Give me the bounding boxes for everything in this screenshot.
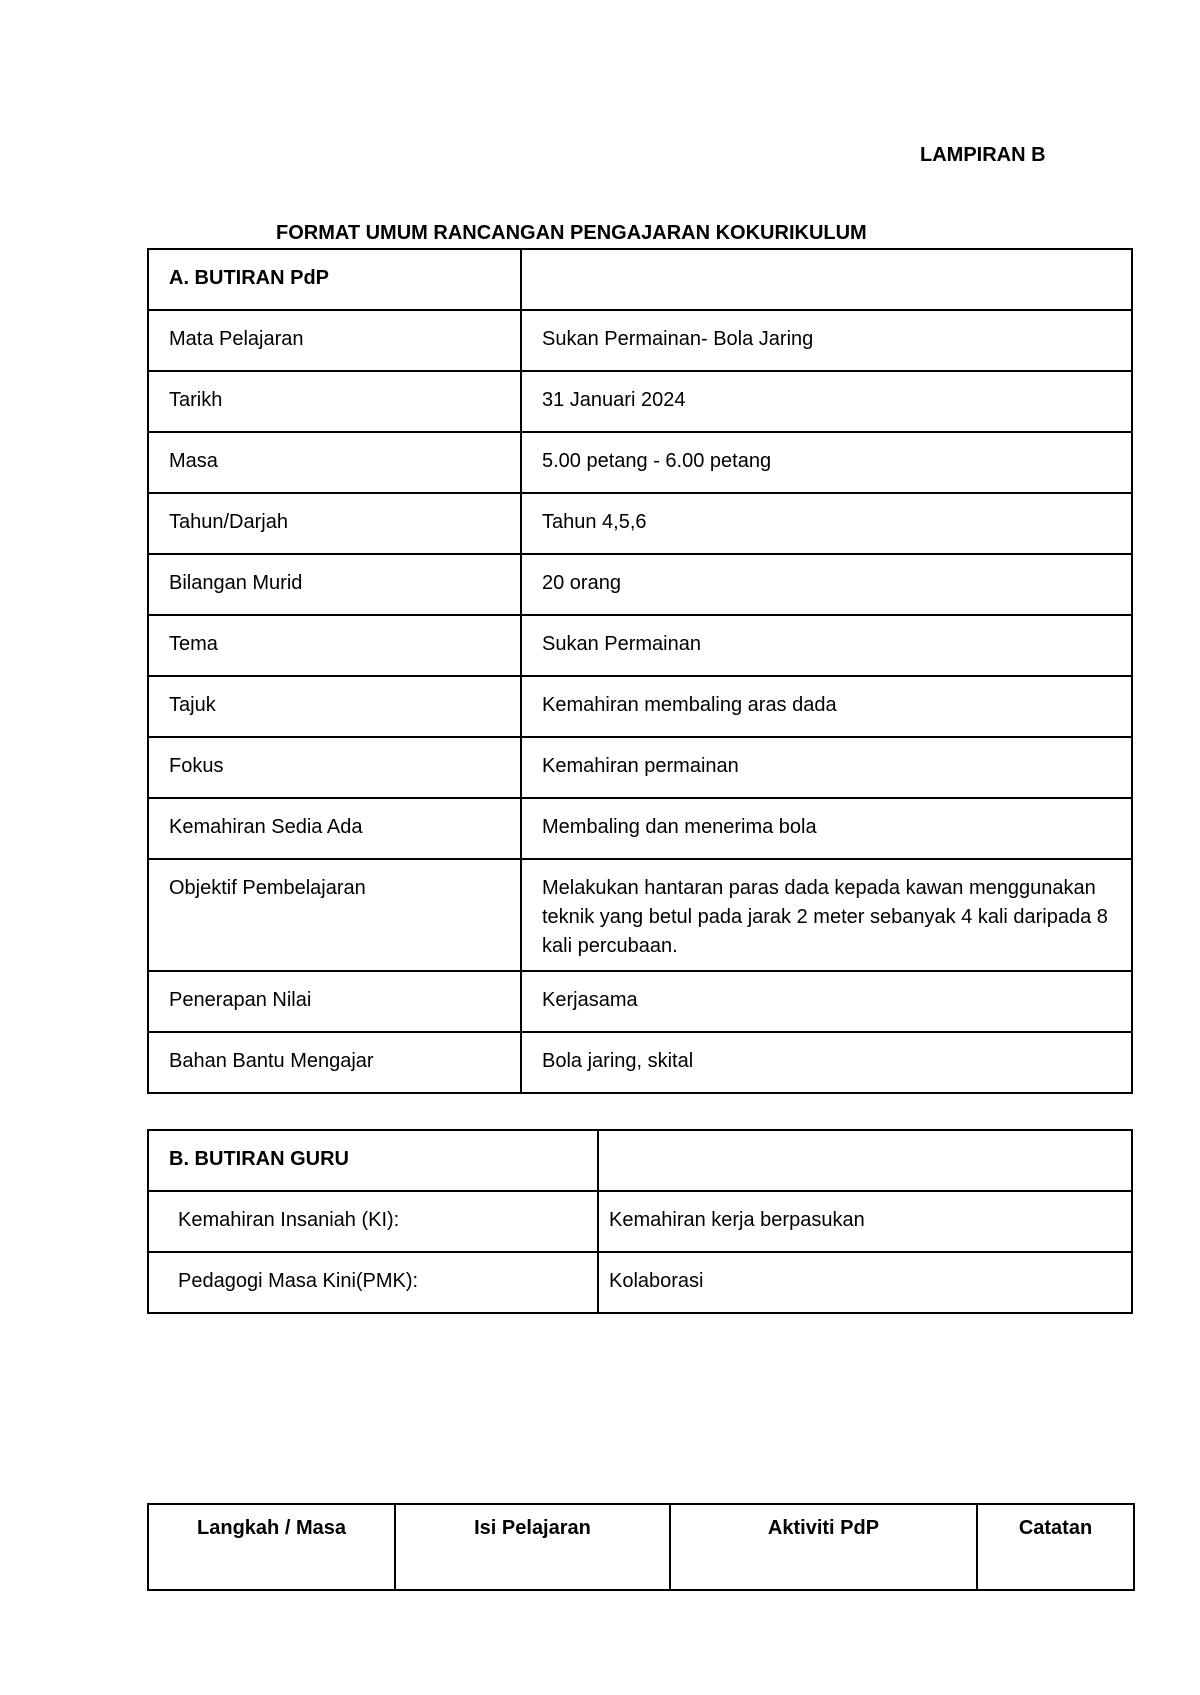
section-a-heading: A. BUTIRAN PdP — [148, 249, 521, 310]
table-row — [148, 1032, 1132, 1093]
row-label: Mata Pelajaran — [148, 310, 521, 371]
row-value: Kerjasama — [521, 971, 1132, 1032]
row-label: Tema — [148, 615, 521, 676]
document-title: FORMAT UMUM RANCANGAN PENGAJARAN KOKURIKULUM — [276, 222, 867, 244]
row-label: Tahun/Darjah — [148, 493, 521, 554]
row-value: Kemahiran kerja berpasukan — [598, 1191, 1132, 1252]
table-row — [148, 859, 1132, 971]
table-header-row — [148, 1130, 1132, 1191]
row-value: Membaling dan menerima bola — [521, 798, 1132, 859]
row-label: Fokus — [148, 737, 521, 798]
table-row — [148, 493, 1132, 554]
annex-label: LAMPIRAN B — [920, 144, 1046, 166]
table-row — [148, 554, 1132, 615]
row-label: Masa — [148, 432, 521, 493]
row-label: Kemahiran Sedia Ada — [148, 798, 521, 859]
table-row — [148, 310, 1132, 371]
row-label: Kemahiran Insaniah (KI): — [148, 1191, 598, 1252]
row-label: Tarikh — [148, 371, 521, 432]
row-value: 5.00 petang - 6.00 petang — [521, 432, 1132, 493]
row-value: Kolaborasi — [598, 1252, 1132, 1313]
row-value: 20 orang — [521, 554, 1132, 615]
row-value: 31 Januari 2024 — [521, 371, 1132, 432]
row-value: Kemahiran permainan — [521, 737, 1132, 798]
row-label: Tajuk — [148, 676, 521, 737]
column-header: Aktiviti PdP — [670, 1504, 977, 1590]
row-value: Melakukan hantaran paras dada kepada kawan menggunakan teknik yang betul pada jarak 2 meter sebanyak 4 kali daripada 8 kali percubaan. — [521, 859, 1132, 971]
row-value: Sukan Permainan- Bola Jaring — [521, 310, 1132, 371]
row-value: Bola jaring, skital — [521, 1032, 1132, 1093]
table-row — [148, 1252, 1132, 1313]
table-row — [148, 798, 1132, 859]
table-row — [148, 1191, 1132, 1252]
table-row — [148, 737, 1132, 798]
row-label: Objektif Pembelajaran — [148, 859, 521, 971]
section-b-heading-blank — [598, 1130, 1132, 1191]
table-row — [148, 615, 1132, 676]
table-row — [148, 432, 1132, 493]
column-header: Catatan — [977, 1504, 1134, 1590]
table-header-row — [148, 1504, 1134, 1590]
column-header: Langkah / Masa — [148, 1504, 395, 1590]
row-label: Pedagogi Masa Kini(PMK): — [148, 1252, 598, 1313]
row-label: Penerapan Nilai — [148, 971, 521, 1032]
table-header-row — [148, 249, 1132, 310]
lesson-steps-table — [147, 1503, 1135, 1591]
column-header: Isi Pelajaran — [395, 1504, 670, 1590]
section-a-heading-blank — [521, 249, 1132, 310]
table-row — [148, 971, 1132, 1032]
row-label: Bahan Bantu Mengajar — [148, 1032, 521, 1093]
pdp-details-table — [147, 248, 1133, 1094]
row-value: Tahun 4,5,6 — [521, 493, 1132, 554]
table-row — [148, 676, 1132, 737]
row-value: Sukan Permainan — [521, 615, 1132, 676]
row-label: Bilangan Murid — [148, 554, 521, 615]
teacher-details-table — [147, 1129, 1133, 1314]
section-b-heading: B. BUTIRAN GURU — [148, 1130, 598, 1191]
table-row — [148, 371, 1132, 432]
row-value: Kemahiran membaling aras dada — [521, 676, 1132, 737]
